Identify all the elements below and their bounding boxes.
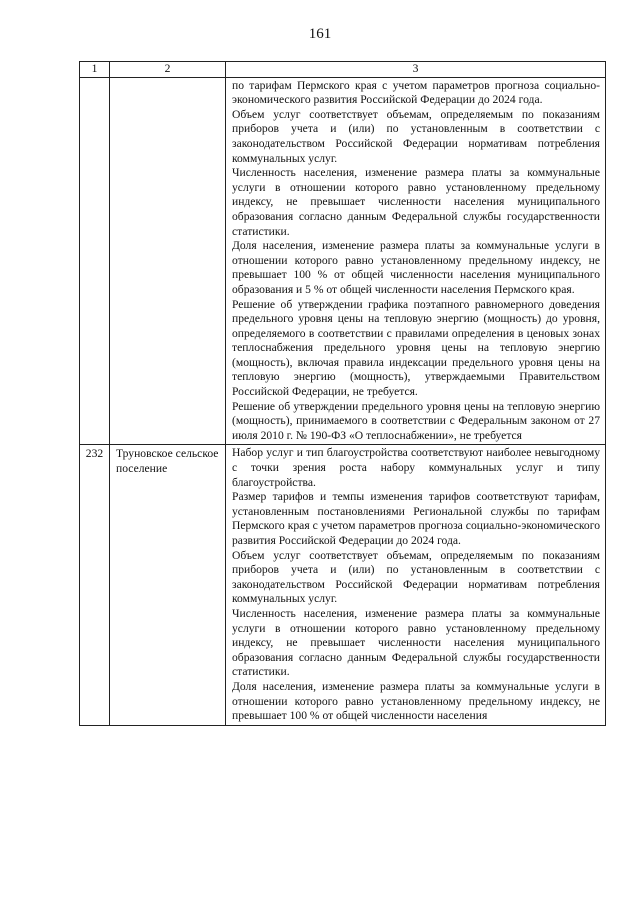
table-row: [80, 77, 606, 445]
paragraph: Решение об утверждении предельного уровня цены на тепловую энергию (мощность), принимаемого в соответствии с Федеральным законом от 27 июля 2010 г. № 190-ФЗ «О теплоснабжении», не требуется: [232, 399, 600, 442]
paragraph: Объем услуг соответствует объемам, определяемым по показаниям приборов учета и (или) по установленным в соответствии с законодательством Российской Федерации нормативам потребления коммунальных услуг.: [232, 107, 600, 165]
row-number-cell: 232: [80, 445, 110, 725]
description-cell: [226, 445, 606, 725]
column-header-3: 3: [226, 62, 606, 78]
settlement-name-cell: Труновское сельское поселение: [110, 445, 226, 725]
paragraph: Численность населения, изменение размера платы за коммунальные услуги в отношении которого равно установленному предельному индексу, не превышает численности населения муниципального образования согласно данным Федеральной службы государственности статистики.: [232, 166, 600, 238]
paragraph: Решение об утверждении графика поэтапного равномерного доведения предельного уровня цены на тепловую энергию (мощность) до уровня, определяемого в соответствии с правилами определения в ценовых зонах теплоснабжения предельного уровня цены на тепловую энергию (мощность), включая правила индексации предельного уровня цены на тепловую энергию (мощность), утверждаемыми Правительством Российской Федерации, не требуется.: [232, 297, 600, 399]
paragraph: Доля населения, изменение размера платы за коммунальные услуги в отношении которого равно установленному предельному индексу, не превышает 100 % от общей численности населения: [232, 679, 600, 723]
table-row: [80, 445, 606, 725]
page-number: 161: [308, 26, 332, 42]
paragraph: Численность населения, изменение размера платы за коммунальные услуги в отношении которого равно установленному предельному индексу, не превышает численности населения муниципального образования согласно данным Федеральной службы государственности статистики.: [232, 606, 600, 679]
row-number-cell: [80, 77, 110, 445]
column-header-2: 2: [110, 62, 226, 78]
column-header-1: 1: [80, 62, 110, 78]
paragraph: Доля населения, изменение размера платы за коммунальные услуги в отношении которого равно установленному предельному индексу, не превышает 100 % от общей численности населения муниципального образования и 5 % от общей численности населения Пермского края.: [232, 239, 600, 296]
paragraph: Набор услуг и тип благоустройства соответствуют наиболее невыгодному с точки зрения роста набору коммунальных услуг и типу благоустройства.: [232, 446, 600, 489]
settlement-name-cell: [110, 77, 226, 445]
document-table: [79, 61, 606, 726]
paragraph: по тарифам Пермского края с учетом параметров прогноза социально-экономического развития Российской Федерации до 2024 года.: [232, 78, 600, 107]
paragraph: Объем услуг соответствует объемам, определяемым по показаниям приборов учета и (или) по установленным в соответствии с законодательством Российской Федерации нормативам потребления коммунальных услуг.: [232, 548, 600, 606]
description-cell: [226, 77, 606, 445]
paragraph: Размер тарифов и темпы изменения тарифов соответствуют тарифам, установленным постановлениями Региональной службы по тарифам Пермского края с учетом параметров прогноза социально-экономического развития Российской Федерации до 2024 года.: [232, 490, 600, 547]
table-header-row: [80, 62, 606, 78]
